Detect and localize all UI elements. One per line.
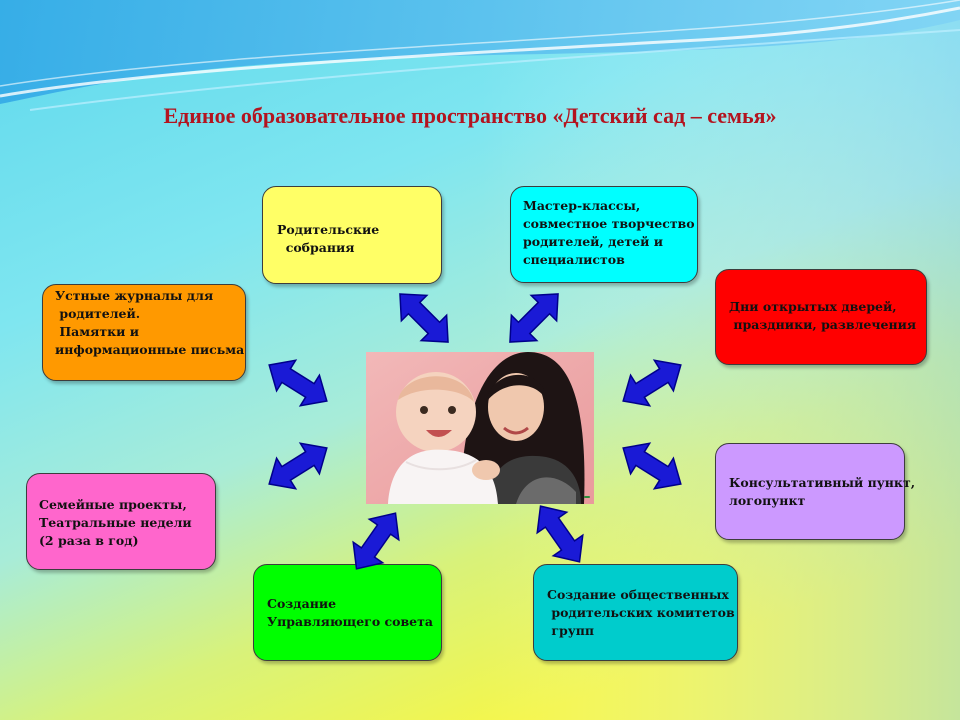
arrow-open-days — [614, 350, 691, 417]
box-label-line: Устные журналы для — [55, 288, 214, 303]
box-label-line: собрания — [277, 240, 355, 255]
box-label-line: Семейные проекты, — [39, 497, 187, 512]
arrow-master-classes — [497, 281, 571, 355]
arrow-oral-journals — [260, 350, 337, 417]
arrow-family-projects — [260, 433, 337, 500]
arrow-parent-committees — [526, 496, 594, 572]
box-label-line: родительских комитетов — [547, 605, 735, 620]
box-label-line: Управляющего совета — [267, 614, 433, 629]
arrow-consult-point — [614, 433, 691, 500]
box-label-line: Консультативный пункт, — [729, 475, 916, 490]
box-label-line: Театральные недели — [39, 515, 192, 530]
page-title: Единое образовательное пространство «Детский сад – семья» — [163, 103, 777, 128]
box-label-line: родителей. — [55, 306, 141, 321]
box-label-line: Родительские — [277, 222, 380, 237]
box-label-line: логопункт — [729, 493, 806, 508]
box-label-line: групп — [547, 623, 595, 638]
box-label-line: совместное творчество — [523, 216, 695, 231]
box-label-line: Мастер-классы, — [523, 198, 641, 213]
box-label-line: родителей, детей и — [523, 234, 663, 249]
box-label-line: Создание общественных — [547, 587, 729, 602]
box-label-line: Памятки и — [55, 324, 140, 339]
arrow-governing-council — [342, 503, 410, 579]
box-label-line: праздники, развлечения — [729, 317, 917, 332]
box-label-line: специалистов — [523, 252, 625, 267]
box-label-line: информационные письма — [55, 342, 245, 357]
box-label-line: Создание — [267, 596, 337, 611]
arrow-parent-meetings — [387, 281, 461, 355]
box-label-line: (2 раза в год) — [39, 533, 139, 548]
box-label-line: Дни открытых дверей, — [729, 299, 897, 314]
